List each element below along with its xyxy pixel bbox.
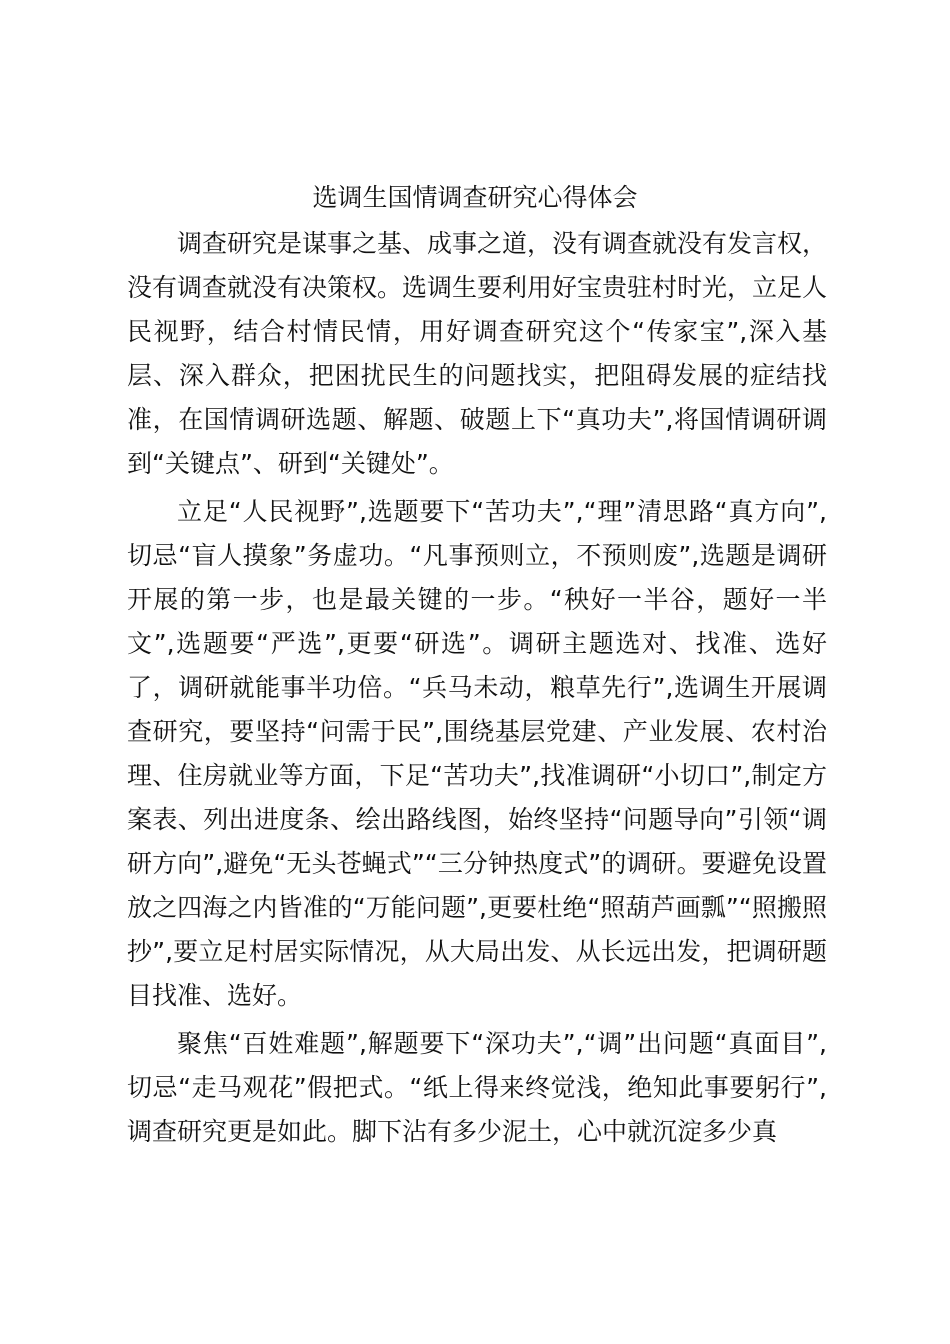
paragraph-2: 立足“人民视野”,选题要下“苦功夫”,“理”清思路“真方向”,切忌“盲人摸象”务虚功。“凡事预则立，不预则废”,选题是调研开展的第一步，也是最关键的一步。“秧好一半谷，题好一半文”,选题要“严选”,更要“研选”。调研主题选对、找准、选好了，调研就能事半功倍。“兵马未动，粮草先行”,选调生开展调查研究，要坚持“问需于民”,围绕基层党建、产业发展、农村治理、住房就业等方面，下足“苦功夫”,找准调研“小切口”,制定方案表、列出进度条、绘出路线图，始终坚持“问题导向”引领“调研方向”,避免“无头苍蝇式”“三分钟热度式”的调研。要避免设置放之四海之内皆准的“万能问题”,更要杜绝“照葫芦画瓢”“照搬照抄”,要立足村居实际情况，从大局出发、从长远出发，把调研题目找准、选好。 [127,497,827,1010]
paragraph-1: 调查研究是谋事之基、成事之道，没有调查就没有发言权，没有调查就没有决策权。选调生要利用好宝贵驻村时光，立足人民视野，结合村情民情，用好调查研究这个“传家宝”,深入基层、深入群众，把困扰民生的问题找实，把阻碍发展的症结找准，在国情调研选题、解题、破题上下“真功夫”,将国情调研调到“关键点”、研到“关键处”。 [127,229,828,478]
paragraph-3: 聚焦“百姓难题”,解题要下“深功夫”,“调”出问题“真面目”,切忌“走马观花”假把式。“纸上得来终觉浅，绝知此事要躬行”,调查研究更是如此。脚下沾有多少泥土，心中就沉淀多少真 [127,1029,827,1146]
document-title: 选调生国情调查研究心得体会 [312,183,638,212]
document-body [127,222,827,1154]
